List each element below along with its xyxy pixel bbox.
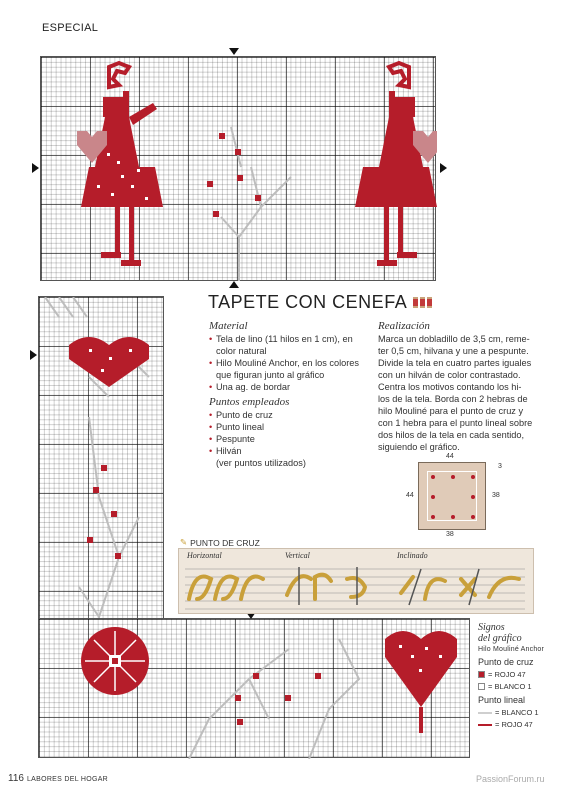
realizacion-line: los de la tela. Borda con 2 hebras de — [378, 394, 528, 404]
diagram-corner-dim: 3 — [498, 463, 502, 470]
stitch-illustrations — [179, 549, 535, 615]
diagram-right-dim: 38 — [492, 492, 500, 499]
realizacion-line: Centra los motivos contando los hi- — [378, 382, 522, 392]
top-chart-motifs — [41, 57, 437, 282]
legend-cross-row — [478, 682, 568, 691]
cross-stitch-panel — [178, 548, 534, 614]
realizacion-line: ter 0,5 cm, hilvana y une a pespunte. — [378, 346, 529, 356]
round-snowflake-motif — [81, 627, 149, 695]
bottom-chart-motifs — [39, 619, 471, 759]
realizacion-line: con un hilván de color contrastado. — [378, 370, 521, 380]
stitch-item: • Punto lineal — [209, 421, 369, 433]
label-vertical: Vertical — [285, 551, 310, 560]
material-item: • Tela de lino (11 hilos en 1 cm), en — [209, 333, 369, 345]
legend-title-2: del gráfico — [478, 633, 522, 644]
spool-icon — [413, 297, 432, 308]
centre-branch-motif — [221, 127, 291, 281]
legend-cross-row — [478, 670, 568, 679]
material-heading: Material — [209, 320, 248, 332]
tablecloth-diagram — [418, 462, 486, 530]
material-item: color natural — [216, 346, 267, 356]
realizacion-line: dos hilos de la tela en cada sentido, — [378, 430, 525, 440]
white-line-swatch — [478, 712, 492, 714]
watermark: PassionForum.ru — [476, 774, 545, 784]
diagram-left-dim: 44 — [406, 492, 414, 499]
legend-title-1: Signos — [478, 622, 505, 633]
publication-name: LABORES DEL HOGAR — [26, 776, 109, 783]
realizacion-heading: Realización — [378, 320, 430, 332]
material-item: que figuran junto al gráfico — [216, 370, 325, 380]
diagram-top-dim: 44 — [446, 453, 454, 460]
legend-label: = BLANCO 1 — [488, 682, 532, 691]
side-left-marker — [30, 350, 37, 360]
material-column — [209, 320, 369, 469]
needle-icon: ✎ — [180, 537, 188, 547]
right-girl-motif — [355, 63, 437, 266]
material-item: • Hilo Mouliné Anchor, en los colores — [209, 357, 369, 369]
stitch-item: • Punto de cruz — [209, 409, 369, 421]
page-number: 116 — [8, 773, 24, 784]
bottom-heart-motif — [385, 631, 457, 733]
legend-label: = ROJO 47 — [488, 670, 526, 679]
section-label: ESPECIAL — [42, 22, 99, 34]
page-footer — [8, 773, 108, 784]
realizacion-line: Divide la tela en cuatro partes iguales — [378, 358, 532, 368]
legend-brand: Hilo Mouliné Anchor — [478, 646, 545, 653]
chart-legend — [478, 622, 568, 729]
legend-line-row — [478, 708, 568, 717]
title-text: TAPETE CON CENEFA — [208, 292, 408, 312]
realizacion-line: hilo Mouliné para el punto de cruz y — [378, 406, 524, 416]
realizacion-line: con 1 hebra para el punto lineal sobre — [378, 418, 533, 428]
top-centre-marker — [229, 48, 239, 55]
stitch-item: (ver puntos utilizados) — [216, 458, 306, 468]
top-left-marker — [32, 163, 39, 173]
bottom-chart-grid — [38, 618, 470, 758]
stitches-heading: Puntos empleados — [209, 396, 290, 408]
realizacion-column — [378, 320, 558, 453]
legend-label: = BLANCO 1 — [495, 708, 539, 717]
legend-line-heading: Punto lineal — [478, 695, 526, 705]
label-horizontal: Horizontal — [187, 551, 222, 560]
material-item: • Una ag. de bordar — [209, 381, 369, 393]
stitch-panel-title — [180, 537, 260, 548]
top-bottom-marker — [229, 281, 239, 288]
white-swatch — [478, 683, 485, 690]
diagram-bottom-dim: 38 — [446, 531, 454, 538]
stitch-item: • Hilván — [209, 445, 369, 457]
legend-label: = ROJO 47 — [495, 720, 533, 729]
page-title — [208, 292, 432, 313]
top-chart-grid — [40, 56, 436, 281]
label-inclinado: Inclinado — [397, 551, 428, 560]
legend-cross-heading: Punto de cruz — [478, 657, 534, 667]
red-line-swatch — [478, 724, 492, 726]
stitch-item: • Pespunte — [209, 433, 369, 445]
top-right-marker — [440, 163, 447, 173]
realizacion-line: siguiendo el gráfico. — [378, 442, 460, 452]
legend-line-row — [478, 720, 568, 729]
stitch-title-text: PUNTO DE CRUZ — [190, 537, 260, 548]
red-swatch — [478, 671, 485, 678]
left-girl-motif — [77, 63, 163, 266]
realizacion-line: Marca un dobladillo de 3,5 cm, reme- — [378, 334, 530, 344]
